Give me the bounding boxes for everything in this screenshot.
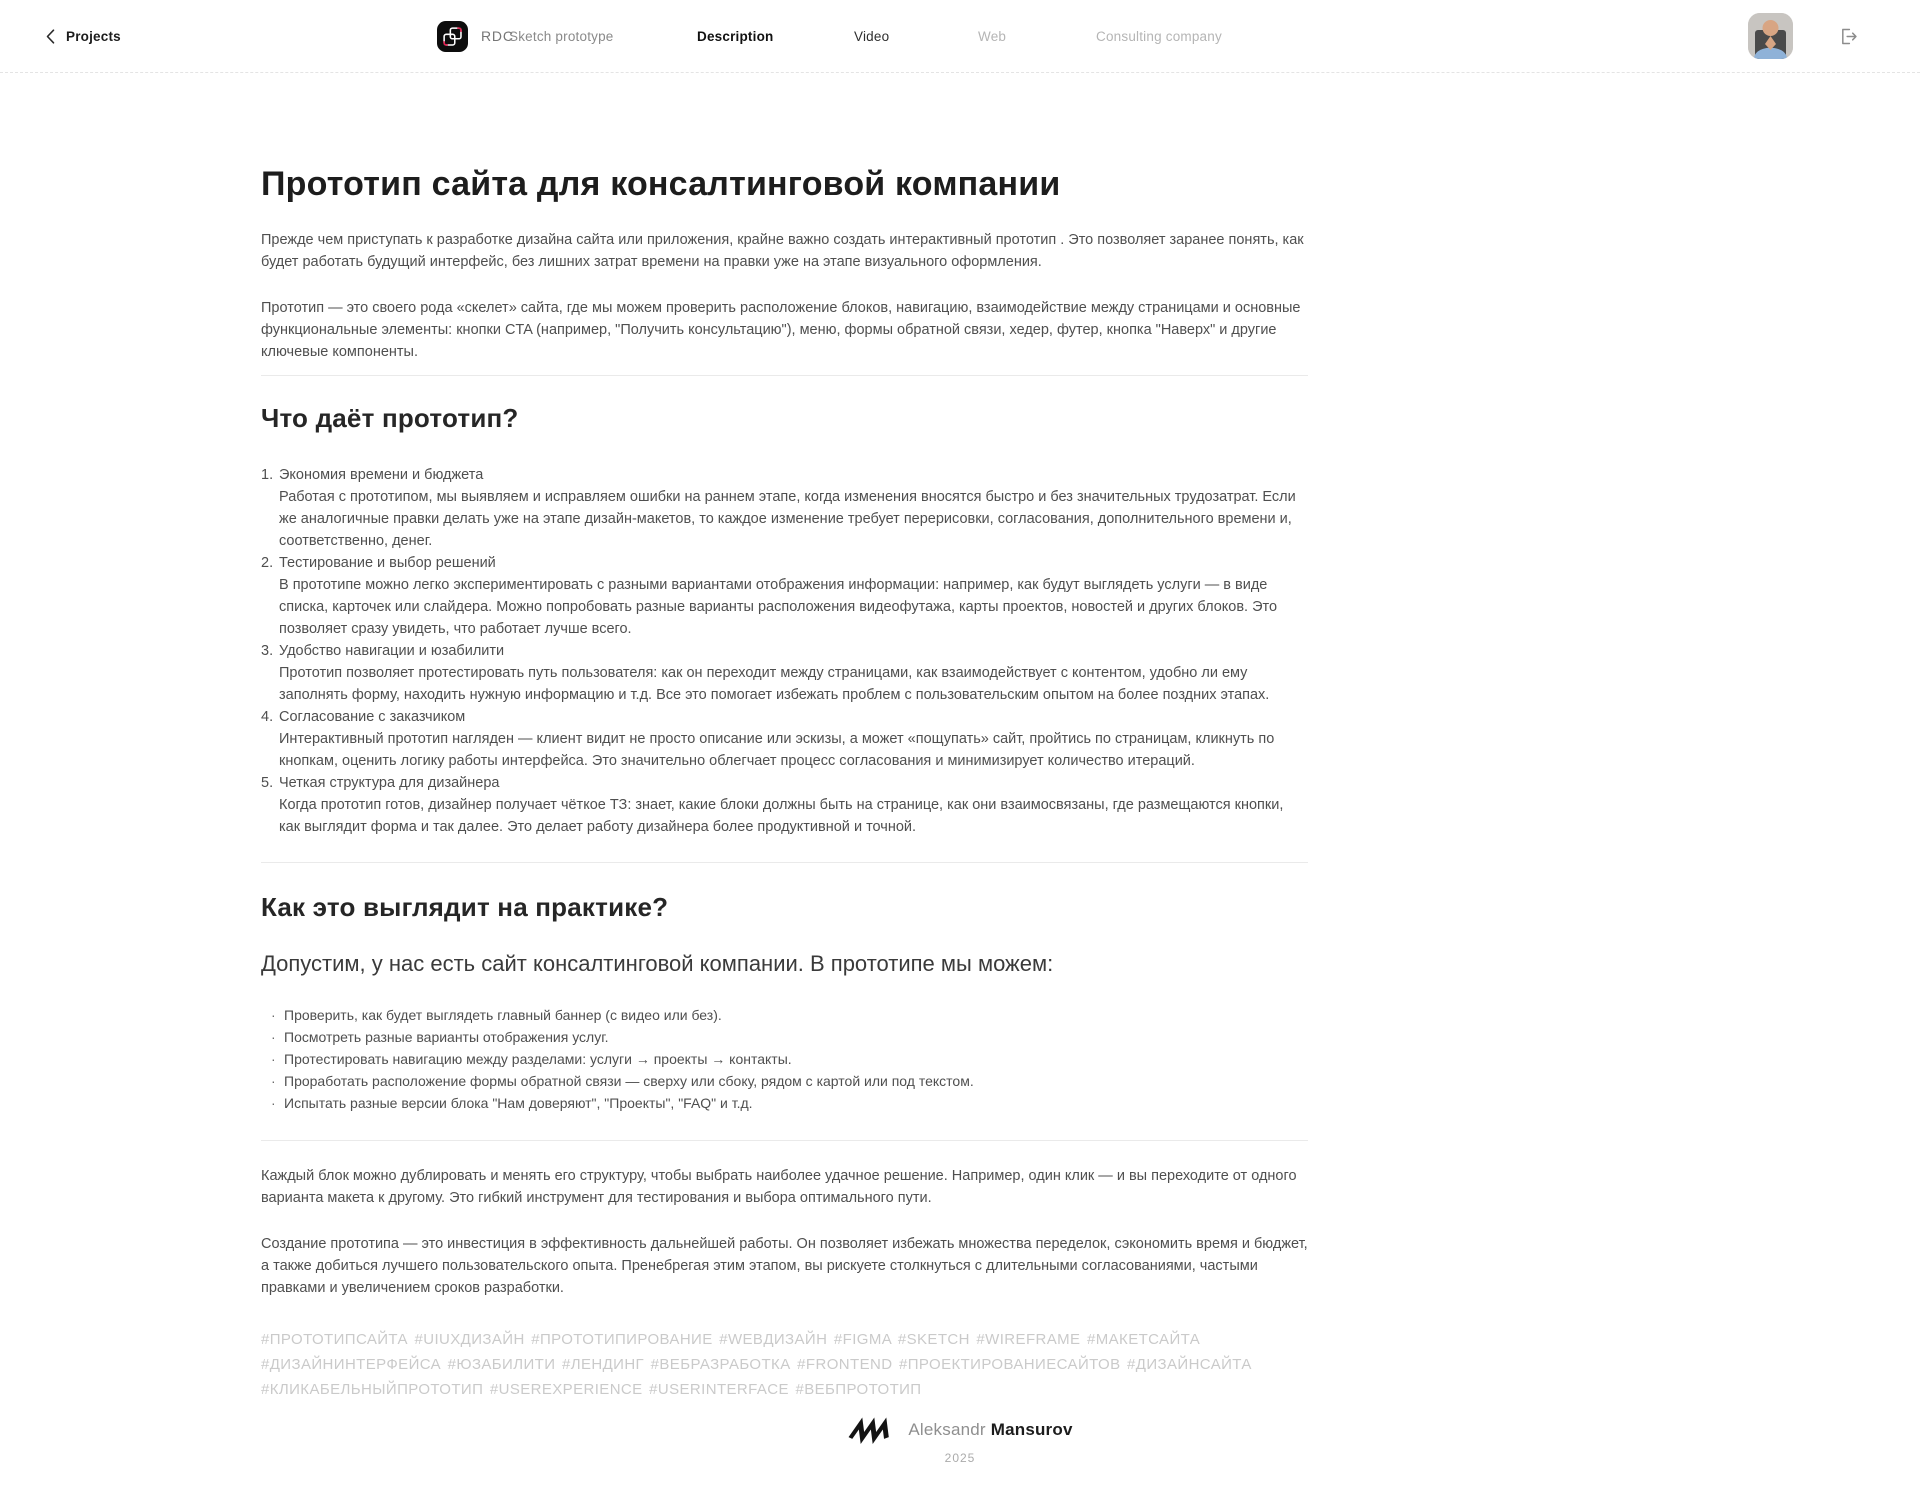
top-navigation-bar	[0, 0, 1920, 73]
hashtags-text: #ПРОТОТИПСАЙТА #UIUXДИЗАЙН #ПРОТОТИПИРОВАНИЕ #WEBДИЗАЙН #FIGMA #SKETCH #WIREFRAME #МАКЕТСАЙТА #ДИЗАЙНИНТЕРФЕЙСА #ЮЗАБИЛИТИ #ЛЕНДИНГ #ВЕБРАЗРАБОТКА #FRONTEND #ПРОЕКТИРОВАНИЕСАЙТОВ #ДИЗАЙНСАЙТА #КЛИКАБЕЛЬНЫЙПРОТОТИП #USEREXPERIENCE #USERINTERFACE #ВЕБПРОТОТИП	[261, 1330, 1252, 1398]
page-footer	[0, 1420, 1920, 1465]
nav-item-web[interactable]: Web	[978, 28, 1007, 44]
practice-bullet: · Посмотреть разные варианты отображения услуг.	[271, 1026, 1308, 1048]
benefit-body: Интерактивный прототип нагляден — клиент видит не просто описание или эскизы, а может «пощупать» сайт, пройтись по страницам, кликнуть по кнопкам, оценить логику работы интерфейса. Это значительно облегчает процесс согласования и минимизирует количество итераций.	[279, 731, 1275, 770]
author-last-name: Mansurov	[990, 1420, 1073, 1439]
section-divider	[261, 1140, 1308, 1141]
practice-bullet: · Протестировать навигацию между разделами: услуги → проекты → контакты.	[271, 1048, 1308, 1070]
user-avatar[interactable]	[1748, 13, 1793, 59]
benefit-body: В прототипе можно легко экспериментировать с разными вариантами отображения информации: например, как будут выглядеть услуги — в виде списка, карточек или слайдера. Можно попробовать разные варианты расположения видеофутажа, карты проектов, новостей и других блоков. Это позволяет сразу увидеть, что работает лучше всего.	[279, 577, 1278, 638]
author-signature	[0, 1420, 1920, 1440]
logout-exit-icon	[1838, 26, 1859, 47]
benefit-title: Экономия времени и бюджета	[279, 467, 484, 484]
benefit-number: 4.	[261, 709, 274, 726]
author-name	[908, 1420, 1072, 1440]
benefit-title: Четкая структура для дизайнера	[279, 775, 500, 792]
intro-paragraph-2: Прототип — это своего рода «скелет» сайта, где мы можем проверить расположение блоков, навигацию, взаимодействие между страницами и основные функциональные элементы: кнопки CTA (например, "Получить консультацию"), меню, формы обратной связи, хедер, футер, кнопка "Наверх" и другие ключевые компоненты.	[261, 299, 1301, 360]
page-title: Прототип сайта для консалтинговой компании	[261, 165, 1061, 203]
nav-item-video[interactable]: Video	[854, 28, 890, 44]
back-to-projects-button[interactable]	[46, 0, 121, 72]
benefit-title: Согласование с заказчиком	[279, 709, 466, 726]
intro-paragraph-1: Прежде чем приступать к разработке дизайна сайта или приложения, крайне важно создать интерактивный прототип . Это позволяет заранее понять, как будет работать будущий интерфейс, без лишних затрат времени на правки уже на этапе визуального оформления.	[261, 231, 1304, 270]
section-divider	[261, 375, 1308, 376]
closing-paragraph-1: Каждый блок можно дублировать и менять его структуру, чтобы выбрать наиболее удачное решение. Например, один клик — и вы переходите от одного варианта макета к другому. Это гибкий инструмент для тестирования и выбора оптимального пути.	[261, 1167, 1297, 1206]
benefit-body: Прототип позволяет протестировать путь пользователя: как он переходит между страницами, как взаимодействует с контентом, удобно ли ему заполнять форму, находить нужную информацию и т.д. Все это помогает избежать проблем с пользовательским опытом на более поздних этапах.	[279, 665, 1270, 704]
benefit-body: Работая с прототипом, мы выявляем и исправляем ошибки на раннем этапе, когда изменения вносятся быстро и без значительных трудозатрат. Если же аналогичные правки делать уже на этапе дизайн-макетов, то каждое изменение требует перерисовки, согласования, дополнительного времени и, соответственно, денег.	[279, 489, 1296, 550]
benefit-item	[261, 464, 1308, 552]
benefit-number: 1.	[261, 467, 274, 484]
nav-item-consulting-company[interactable]: Consulting company	[1096, 28, 1222, 44]
author-first-name: Aleksandr	[908, 1420, 986, 1439]
section-divider	[261, 862, 1308, 863]
footer-year: 2025	[944, 1451, 976, 1465]
benefits-heading: Что даёт прототип?	[261, 402, 519, 433]
brand-name: RDC	[481, 28, 514, 44]
practice-list	[261, 1004, 1308, 1114]
benefits-list	[261, 464, 1308, 838]
nav-item-description-active[interactable]: Description	[697, 28, 774, 44]
logout-button[interactable]	[1838, 26, 1859, 47]
benefit-item	[261, 706, 1308, 772]
benefit-number: 2.	[261, 555, 274, 572]
rdc-logo-icon	[437, 21, 468, 52]
practice-heading: Как это выглядит на практике?	[261, 892, 669, 923]
brand-logo[interactable]	[437, 0, 514, 72]
benefit-title: Тестирование и выбор решений	[279, 555, 496, 572]
practice-subheading: Допустим, у нас есть сайт консалтинговой компании. В прототипе мы можем:	[261, 950, 1054, 976]
benefit-item	[261, 640, 1308, 706]
benefit-body: Когда прототип готов, дизайнер получает чёткое ТЗ: знает, какие блоки должны быть на странице, как они взаимосвязаны, где размещаются кнопки, как выглядит форма и так далее. Это делает работу дизайнера более продуктивной и точной.	[279, 797, 1284, 836]
closing-paragraph-2: Создание прототипа — это инвестиция в эффективность дальнейшей работы. Он позволяет избежать множества переделок, сэкономить время и бюджет, а также добиться лучшего пользовательского опыта. Пренебрегая этим этапом, вы рискуете столкнуться с длительными согласованиями, частыми правками и увеличением сроков разработки.	[261, 1235, 1308, 1296]
article-content	[261, 0, 1308, 1402]
avatar-photo-placeholder	[1748, 13, 1793, 59]
benefit-item	[261, 552, 1308, 640]
chevron-left-icon	[46, 29, 55, 44]
back-label: Projects	[66, 28, 121, 44]
benefit-item	[261, 772, 1308, 838]
practice-bullet: · Проработать расположение формы обратной связи — сверху или сбоку, рядом с картой или под текстом.	[271, 1070, 1308, 1092]
practice-bullet: · Испытать разные версии блока "Нам доверяют", "Проекты", "FAQ" и т.д.	[271, 1092, 1308, 1114]
practice-bullet: · Проверить, как будет выглядеть главный баннер (с видео или без).	[271, 1004, 1308, 1026]
benefit-number: 3.	[261, 643, 274, 660]
nav-item-sketch-prototype[interactable]: Sketch prototype	[509, 28, 614, 44]
benefit-title: Удобство навигации и юзабилити	[279, 643, 505, 660]
benefit-number: 5.	[261, 775, 274, 792]
zigzag-monogram-icon	[847, 1422, 897, 1439]
